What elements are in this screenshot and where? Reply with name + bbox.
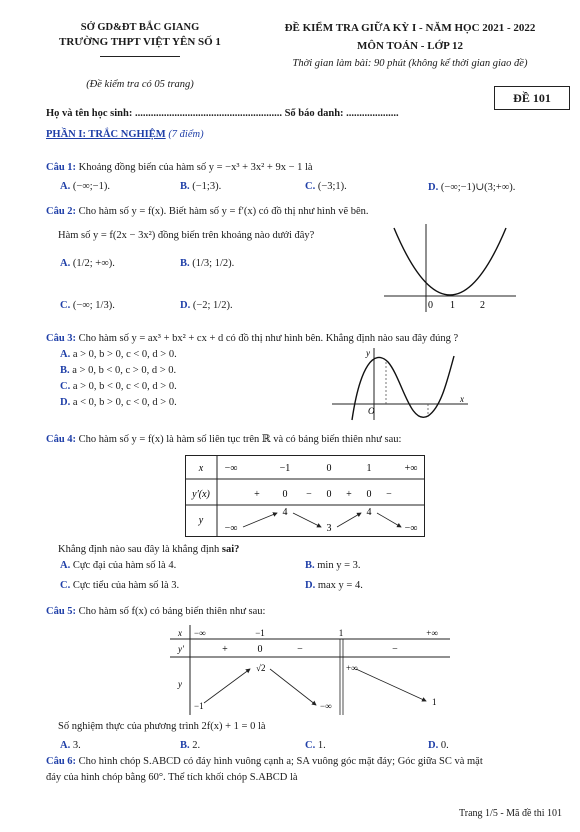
q2-option-b: B. (1/3; 1/2). [180, 258, 235, 269]
q3-cubic-graph [330, 346, 470, 422]
q4-y-val-0: −∞ [224, 523, 238, 534]
q5-d-3: − [392, 644, 398, 655]
q4-arrow-3 [337, 513, 361, 527]
pages-note: (Đề kiểm tra có 05 trang) [86, 79, 194, 90]
q1-option-d: D. (−∞;−1)∪(3;+∞). [428, 182, 516, 193]
page-footer: Trang 1/5 - Mã đề thi 101 [459, 808, 562, 819]
q4-variation-table [185, 455, 425, 537]
q5-d-label: y′ [178, 644, 184, 654]
q4-label: Câu 4: [46, 434, 77, 445]
exam-title: ĐỀ KIỂM TRA GIỮA KỲ I - NĂM HỌC 2021 - 2022 [284, 22, 536, 34]
q5-d-0: + [222, 644, 228, 655]
dept-name: SỞ GD&ĐT BẮC GIANG [80, 22, 200, 33]
question-1 [46, 162, 313, 173]
q4-d-4: + [346, 489, 352, 500]
q1-option-c: C. (−3;1). [305, 181, 347, 192]
section-points: (7 điểm) [168, 129, 204, 140]
q4-d-2: − [306, 489, 312, 500]
q5-y-val-2: −∞ [320, 701, 332, 711]
subject-title: MÔN TOÁN - LỚP 12 [357, 40, 463, 52]
q1-option-a: A. (−∞;−1). [60, 181, 110, 192]
q6-label: Câu 6: [46, 756, 77, 767]
q5-x-val-0: −∞ [194, 628, 206, 638]
q6-text: Cho hình chóp S.ABCD có đáy hình vuông cạnh a; SA vuông góc mặt đáy; Góc giữa SC và mặt [78, 756, 483, 767]
q4-question: Khẳng định nào sau đây là khẳng định sai? [58, 544, 240, 555]
q5-text: Cho hàm số f(x) có bảng biến thiên như sau: [78, 606, 266, 617]
q3-axis-x-label: x [460, 394, 464, 404]
q5-variation-table [170, 625, 450, 715]
section-title: PHẦN I: TRẮC NGHIỆM [46, 129, 166, 140]
q2-text2: Hàm số y = f(2x − 3x²) đồng biến trên khoảng nào dưới đây? [58, 230, 315, 241]
question-4 [46, 433, 401, 445]
q5-arrow-2 [270, 669, 316, 705]
q4-d-label: y′(x) [192, 489, 210, 500]
q5-y-val-4: 1 [432, 697, 437, 707]
q1-text: Khoảng đồng biến của hàm số y = −x³ + 3x² + 9x − 1 là [78, 162, 313, 173]
time-note: Thời gian làm bài: 90 phút (không kể thời gian giao đề) [292, 58, 528, 69]
q4-y-val-2: 3 [326, 523, 332, 534]
q4-x-val-3: 1 [366, 463, 372, 474]
q4-d-6: − [386, 489, 392, 500]
q5-y-label: y [178, 679, 182, 689]
q4-y-val-3: 4 [366, 507, 372, 518]
q4-option-d: D. max y = 4. [305, 580, 363, 591]
q5-y-val-0: −1 [194, 701, 204, 711]
q3-option-b: B. a > 0, b < 0, c > 0, d > 0. [60, 365, 177, 376]
q5-y-val-3: +∞ [346, 663, 358, 673]
q3-label: Câu 3: [46, 333, 77, 344]
q4-x-val-0: −∞ [224, 463, 238, 474]
q5-option-a: A. 3. [60, 740, 81, 751]
q4-d-1: 0 [282, 489, 288, 500]
q5-option-d: D. 0. [428, 740, 449, 751]
q3-option-a: A. a > 0, b > 0, c < 0, d > 0. [60, 349, 177, 360]
q2-text: Cho hàm số y = f(x). Biết hàm số y = f′(x) có đồ thị như hình vẽ bên. [78, 206, 369, 217]
q3-axis-y-label: y [366, 348, 370, 358]
q5-d-2: − [297, 644, 303, 655]
q2-derivative-graph [380, 222, 520, 314]
q4-d-5: 0 [366, 489, 372, 500]
q1-label: Câu 1: [46, 162, 77, 173]
q4-y-val-1: 4 [282, 507, 288, 518]
q2-option-d: D. (−2; 1/2). [180, 300, 233, 311]
q5-arrow-3 [356, 669, 426, 701]
exam-code-box [494, 86, 570, 110]
q5-x-label: x [178, 628, 182, 638]
q4-arrow-2 [293, 513, 321, 527]
school-name: TRƯỜNG THPT VIỆT YÊN SỐ 1 [59, 36, 221, 48]
q5-x-val-2: 1 [338, 628, 344, 638]
q4-arrow-4 [377, 513, 401, 527]
q4-option-b: B. min y = 3. [305, 560, 361, 571]
q4-x-val-4: +∞ [404, 463, 418, 474]
q5-d-1: 0 [257, 644, 263, 655]
q5-arrow-1 [204, 669, 250, 703]
question-5 [46, 606, 265, 617]
q4-x-val-2: 0 [326, 463, 332, 474]
question-3 [46, 333, 458, 344]
q2-label-2: 2 [480, 300, 485, 311]
q2-parabola-curve [394, 228, 506, 295]
q4-x-val-1: −1 [279, 463, 291, 474]
q3-origin-label: O [368, 406, 375, 416]
q4-option-a: A. Cực đại của hàm số là 4. [60, 560, 177, 571]
question-6 [46, 756, 483, 767]
q4-y-val-4: −∞ [404, 523, 418, 534]
q6-text2: đáy của hình chóp bằng 60°. Thể tích khối chóp S.ABCD là [46, 772, 298, 783]
q3-text: Cho hàm số y = ax³ + bx² + cx + d có đồ thị như hình bên. Khẳng định nào sau đây đúng ? [78, 333, 459, 344]
question-2 [46, 206, 369, 217]
q4-y-label: y [198, 515, 204, 526]
q4-d-0: + [254, 489, 260, 500]
q4-d-3: 0 [326, 489, 332, 500]
q4-x-label: x [198, 463, 204, 474]
q2-option-a: A. (1/2; +∞). [60, 258, 115, 269]
q3-option-d: D. a < 0, b > 0, c < 0, d > 0. [60, 397, 177, 408]
q2-label-1: 1 [450, 300, 455, 311]
q5-option-c: C. 1. [305, 740, 326, 751]
student-info-line: Họ và tên học sinh: ........................................................ Số báo danh: .................... [46, 108, 399, 119]
q2-option-c: C. (−∞; 1/3). [60, 300, 115, 311]
section-heading [46, 129, 204, 140]
q4-text: Cho hàm số y = f(x) là hàm số liên tục trên ℝ và có bảng biến thiên như sau: [78, 434, 402, 445]
q5-x-val-1: −1 [255, 628, 265, 638]
q2-label-0: 0 [428, 300, 433, 311]
q5-option-b: B. 2. [180, 740, 201, 751]
q5-x-val-3: +∞ [426, 628, 438, 638]
q5-question: Số nghiệm thực của phương trình 2f(x) + 1 = 0 là [58, 721, 266, 732]
q3-option-c: C. a > 0, b < 0, c < 0, d > 0. [60, 381, 177, 392]
header-divider [100, 56, 180, 57]
q5-y-val-1: √2 [256, 663, 266, 673]
q4-option-c: C. Cực tiểu của hàm số là 3. [60, 580, 180, 591]
q5-label: Câu 5: [46, 606, 77, 617]
q1-option-b: B. (−1;3). [180, 181, 222, 192]
q4-arrow-1 [243, 513, 277, 527]
q2-label: Câu 2: [46, 206, 77, 217]
exam-code: ĐỀ 101 [513, 90, 551, 105]
